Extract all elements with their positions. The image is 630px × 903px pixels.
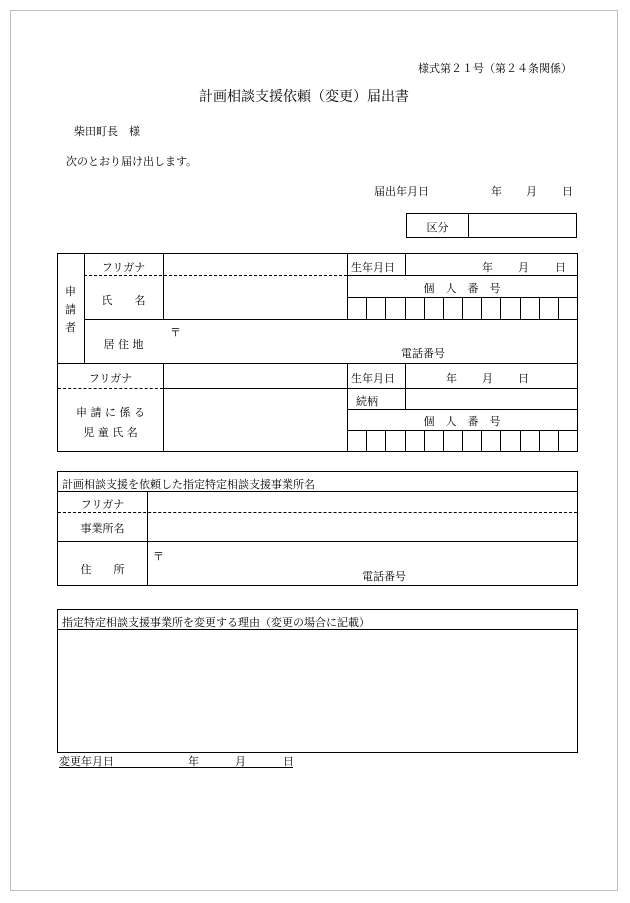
applicant-birth-day: 日 <box>555 261 566 274</box>
applicant-name-field[interactable] <box>164 276 347 319</box>
change-date-label: 変更年月日 <box>59 755 114 768</box>
office-phone-label: 電話番号 <box>362 570 406 583</box>
filing-date-label: 届出年月日 <box>374 185 429 198</box>
applicant-personal-number-digit-cell[interactable] <box>501 298 519 319</box>
child-personal-number-digit-cell[interactable] <box>406 431 424 451</box>
child-relation-label: 続柄 <box>356 395 378 408</box>
applicant-personal-number-digit-cell[interactable] <box>559 298 577 319</box>
office-name-label: 事業所名 <box>80 522 125 535</box>
child-name-label-line2: 児 童 氏 名 <box>83 426 138 439</box>
applicant-personal-number-digit-cell[interactable] <box>463 298 481 319</box>
reason-header: 指定特定相談支援事業所を変更する理由（変更の場合に記載） <box>62 616 370 629</box>
filing-date-day: 日 <box>562 185 573 198</box>
applicant-birthdate-field[interactable] <box>406 254 577 275</box>
office-furigana-field[interactable] <box>148 492 577 512</box>
child-birth-year: 年 <box>446 372 457 385</box>
child-birth-label: 生年月日 <box>351 372 395 385</box>
applicant-name-label: 氏 名 <box>101 294 146 307</box>
intro-text: 次のとおり届け出します。 <box>66 155 198 168</box>
applicant-birth-year: 年 <box>482 261 493 274</box>
category-box <box>406 213 577 238</box>
applicant-furigana-label: フリガナ <box>101 261 146 274</box>
applicant-side-label: 申 請 者 <box>65 285 76 334</box>
child-personal-number-digit-cell[interactable] <box>521 431 539 451</box>
child-furigana-field[interactable] <box>164 364 347 388</box>
change-date-underline <box>59 767 293 768</box>
child-birth-month: 月 <box>482 372 493 385</box>
category-label: 区分 <box>426 221 449 234</box>
child-relation-field[interactable] <box>406 389 577 409</box>
applicant-furigana-field[interactable] <box>164 254 347 275</box>
child-personal-number-digit-cell[interactable] <box>540 431 558 451</box>
applicant-personal-number-digit-cell[interactable] <box>482 298 500 319</box>
applicant-address-field[interactable] <box>188 320 577 363</box>
change-date-year: 年 <box>188 755 199 768</box>
applicant-birth-month: 月 <box>518 261 529 274</box>
office-postal-mark: 〒 <box>153 550 164 563</box>
applicant-phone-label: 電話番号 <box>401 347 445 360</box>
office-furigana-label: フリガナ <box>80 498 125 511</box>
child-personal-number-digit-cell[interactable] <box>386 431 404 451</box>
reason-table <box>57 609 578 753</box>
office-header: 計画相談支援を依頼した指定特定相談支援事業所名 <box>62 478 315 491</box>
applicant-personal-number-label: 個 人 番 号 <box>423 282 501 295</box>
applicant-table <box>57 253 578 452</box>
change-date-month: 月 <box>235 755 246 768</box>
applicant-personal-number-digit-cell[interactable] <box>406 298 424 319</box>
child-birth-day: 日 <box>518 372 529 385</box>
applicant-personal-number-digit-cell[interactable] <box>348 298 366 319</box>
form-number: 様式第２１号（第２４条関係） <box>418 62 572 75</box>
applicant-personal-number-digit-cell[interactable] <box>521 298 539 319</box>
filing-date-month: 月 <box>526 185 537 198</box>
category-field[interactable] <box>469 214 576 237</box>
child-name-field[interactable] <box>164 389 347 451</box>
applicant-personal-number-digit-cell[interactable] <box>444 298 462 319</box>
addressee: 柴田町長 様 <box>74 125 140 138</box>
child-personal-number-digit-cell[interactable] <box>425 431 443 451</box>
office-address-field[interactable] <box>168 542 577 585</box>
form-title: 計画相談支援依頼（変更）届出書 <box>199 89 409 105</box>
child-personal-number-digit-cell[interactable] <box>463 431 481 451</box>
child-furigana-label: フリガナ <box>88 372 133 385</box>
child-personal-number-digit-cell[interactable] <box>367 431 385 451</box>
child-name-label-line1: 申 請 に 係 る <box>76 406 145 419</box>
child-personal-number-digit-cell[interactable] <box>348 431 366 451</box>
child-personal-number-digit-cell[interactable] <box>559 431 577 451</box>
applicant-personal-number-digit-cell[interactable] <box>386 298 404 319</box>
child-personal-number-digit-cell[interactable] <box>444 431 462 451</box>
office-table <box>57 471 578 586</box>
child-personal-number-label: 個 人 番 号 <box>423 415 501 428</box>
applicant-personal-number-digit-cell[interactable] <box>540 298 558 319</box>
change-date-day: 日 <box>283 755 294 768</box>
office-address-label: 住 所 <box>80 563 125 576</box>
applicant-personal-number-digit-cell[interactable] <box>425 298 443 319</box>
child-birthdate-field[interactable] <box>406 364 577 388</box>
child-personal-number-digit-cell[interactable] <box>482 431 500 451</box>
applicant-personal-number-digit-cell[interactable] <box>367 298 385 319</box>
reason-field[interactable] <box>58 630 577 752</box>
office-name-field[interactable] <box>148 513 577 541</box>
child-personal-number-digit-cell[interactable] <box>501 431 519 451</box>
applicant-birth-label: 生年月日 <box>351 261 395 274</box>
filing-date-year: 年 <box>491 185 502 198</box>
applicant-address-label: 居 住 地 <box>103 338 144 351</box>
applicant-postal-mark: 〒 <box>170 326 181 339</box>
